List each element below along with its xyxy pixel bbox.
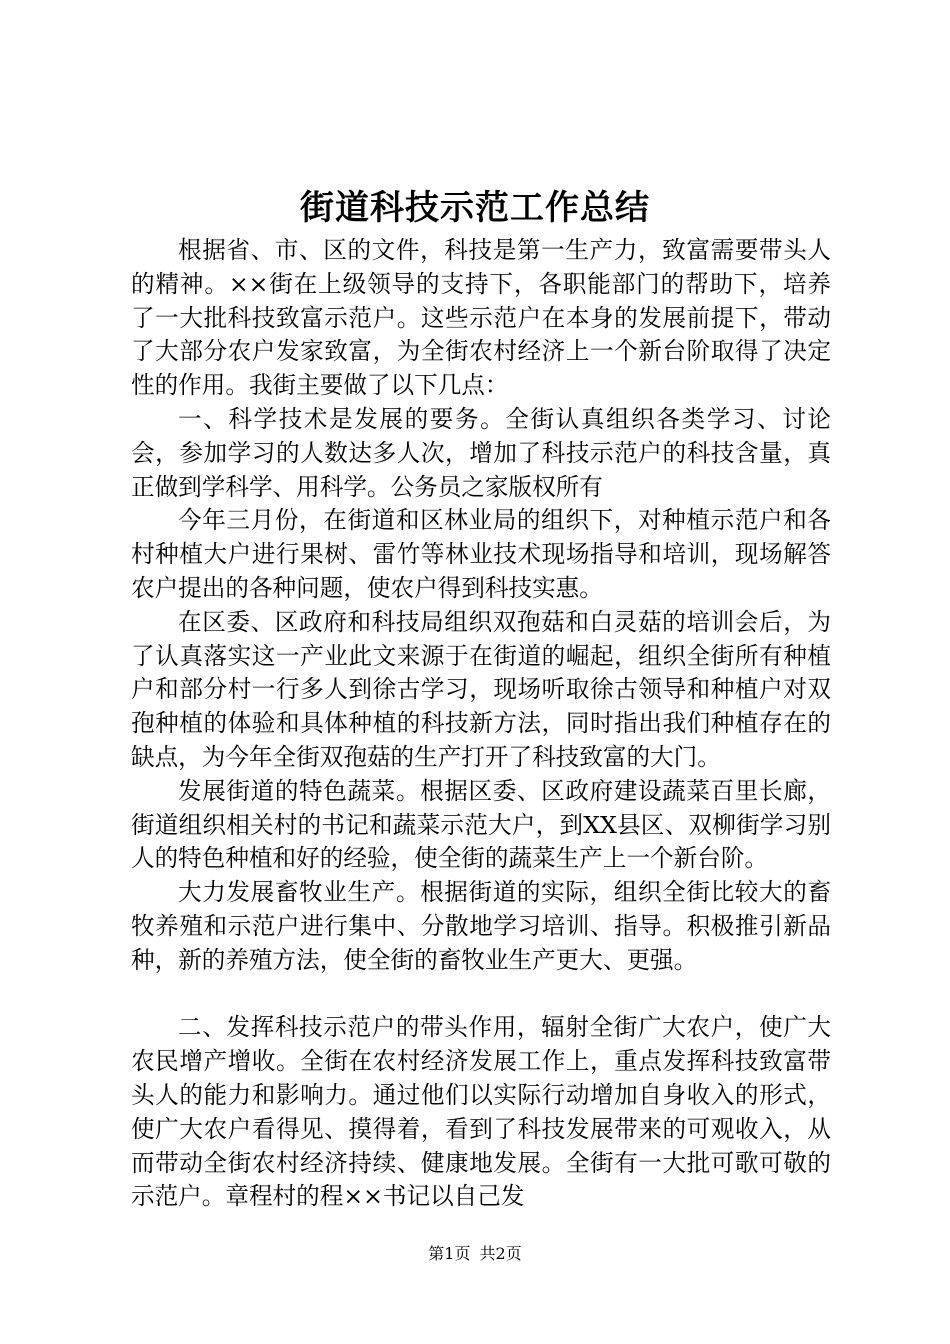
document-title: 街道科技示范工作总结 bbox=[300, 188, 650, 228]
paragraph-mushroom-training: 在区委、区政府和科技局组织双孢菇和白灵菇的培训会后，为了认真落实这一产业此文来源于在街道的崛起，组织全街所有种植户和部分村一行多人到徐古学习，现场听取徐古领导和种植户对双孢种植的体验和具体种植的科技新方法，同时指出我们种植存在的缺点，为今年全街双孢菇的生产打开了科技致富的大门。 bbox=[131, 607, 831, 771]
paragraph-forestry-training: 今年三月份，在街道和区林业局的组织下，对种植示范户和各村种植大户进行果树、雷竹等林业技术现场指导和培训，现场解答农户提出的各种问题，使农户得到科技实惠。 bbox=[131, 506, 831, 602]
page-footer: 第1页 共2页 bbox=[428, 1244, 522, 1263]
paragraph-section-2: 二、发挥科技示范户的带头作用，辐射全街广大农户，使广大农民增产增收。全街在农村经济发展工作上，重点发挥科技致富带头人的能力和影响力。通过他们以实际行动增加自身收入的形式，使广大农户看得见、摸得着，看到了科技发展带来的可观收入，从而带动全街农村经济持续、健康地发展。全街有一大批可歌可敬的示范户。章程村的程××书记以自己发 bbox=[131, 1013, 831, 1211]
paragraph-intro: 根据省、市、区的文件，科技是第一生产力，致富需要带头人的精神。××街在上级领导的支持下，各职能部门的帮助下，培养了一大批科技致富示范户。这些示范户在本身的发展前提下，带动了大部分农户发家致富，为全街农村经济上一个新台阶取得了决定性的作用。我街主要做了以下几点： bbox=[131, 236, 831, 400]
document-body bbox=[131, 234, 831, 1214]
paragraph-spacer bbox=[131, 978, 831, 1012]
paragraph-vegetables: 发展街道的特色蔬菜。根据区委、区政府建设蔬菜百里长廊，街道组织相关村的书记和蔬菜示范大户，到XX县区、双柳街学习别人的特色种植和好的经验，使全街的蔬菜生产上一个新台阶。 bbox=[131, 776, 831, 873]
paragraph-livestock: 大力发展畜牧业生产。根据街道的实际，组织全街比较大的畜牧养殖和示范户进行集中、分散地学习培训、指导。积极推引新品种，新的养殖方法，使全街的畜牧业生产更大、更强。 bbox=[131, 878, 831, 974]
paragraph-section-1: 一、科学技术是发展的要务。全街认真组织各类学习、讨论会，参加学习的人数达多人次，增加了科技示范户的科技含量，真正做到学科学、用科学。公务员之家版权所有 bbox=[131, 404, 831, 501]
